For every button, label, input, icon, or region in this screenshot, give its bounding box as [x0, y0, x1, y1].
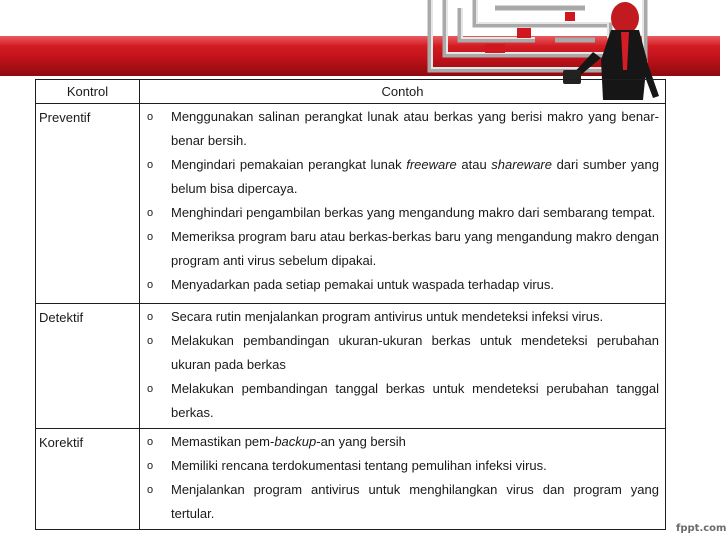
list-item	[140, 305, 665, 329]
control-category: Preventif	[36, 104, 140, 304]
item-text: Mengindari pemakaian perangkat lunak	[171, 157, 407, 172]
bullet-icon: o	[147, 279, 154, 291]
bullet-icon: o	[147, 159, 154, 171]
control-examples-cell	[140, 104, 666, 304]
item-text: Menghindari pengambilan berkas yang mengandung makro dari sembarang tempat.	[171, 205, 656, 220]
table-header-row	[36, 80, 666, 104]
item-text: Secara rutin menjalankan program antivirus untuk mendeteksi infeksi virus.	[171, 308, 604, 324]
item-text: Memeriksa program baru atau berkas-berkas baru yang mengandung makro dengan program anti virus sebelum dipakai.	[171, 229, 659, 268]
header-contoh: Contoh	[140, 80, 666, 104]
control-examples-cell	[140, 429, 666, 530]
list-item	[140, 377, 665, 425]
list-item	[140, 153, 665, 201]
bullet-icon: o	[147, 484, 154, 497]
item-text: Menyadarkan pada setiap pemakai untuk waspada terhadap virus.	[171, 277, 555, 292]
control-category: Korektif	[36, 429, 140, 530]
table-row	[36, 303, 666, 429]
security-controls-table	[35, 79, 666, 530]
item-text: Memastikan pem-	[171, 434, 275, 450]
control-examples-cell	[140, 303, 666, 429]
list-item	[140, 105, 665, 153]
item-text: Melakukan pembandingan ukuran-ukuran berkas untuk mendeteksi perubahan ukuran pada berkas	[171, 332, 659, 372]
bullet-icon: o	[147, 436, 154, 449]
item-text: Melakukan pembandingan tanggal berkas untuk mendeteksi perubahan tanggal berkas.	[171, 380, 659, 420]
item-text: Memiliki rencana terdokumentasi tentang pemulihan infeksi virus.	[171, 458, 547, 474]
item-text: Menggunakan salinan perangkat lunak atau berkas yang berisi makro yang benar-benar bersih.	[171, 109, 659, 148]
italic-term: backup	[274, 434, 317, 450]
example-list	[140, 104, 665, 297]
list-item	[140, 273, 665, 297]
bullet-icon: o	[147, 310, 154, 323]
bullet-icon: o	[147, 334, 154, 347]
table-row	[36, 429, 666, 530]
italic-term: shareware	[491, 157, 552, 172]
list-item	[140, 454, 665, 478]
item-text: dari sumber yang belum bisa dipercaya.	[171, 157, 659, 196]
bullet-icon: o	[147, 231, 154, 243]
bullet-icon: o	[147, 460, 154, 473]
header-kontrol: Kontrol	[36, 80, 140, 104]
item-text: -an yang bersih	[316, 434, 406, 450]
bullet-icon: o	[147, 207, 154, 219]
item-text: Menjalankan program antivirus untuk menghilangkan virus dan program yang tertular.	[171, 482, 659, 522]
example-list	[140, 304, 665, 425]
list-item	[140, 225, 665, 273]
watermark: fppt.com	[676, 523, 726, 534]
bullet-icon: o	[147, 111, 154, 123]
control-category: Detektif	[36, 303, 140, 429]
list-item	[140, 478, 665, 526]
security-controls-table-wrapper	[35, 79, 665, 530]
example-list	[140, 429, 665, 526]
item-text: atau	[456, 157, 492, 172]
list-item	[140, 329, 665, 377]
bullet-icon: o	[147, 382, 154, 395]
table-row	[36, 104, 666, 304]
list-item	[140, 201, 665, 225]
italic-term: freeware	[406, 157, 457, 172]
list-item	[140, 430, 665, 454]
